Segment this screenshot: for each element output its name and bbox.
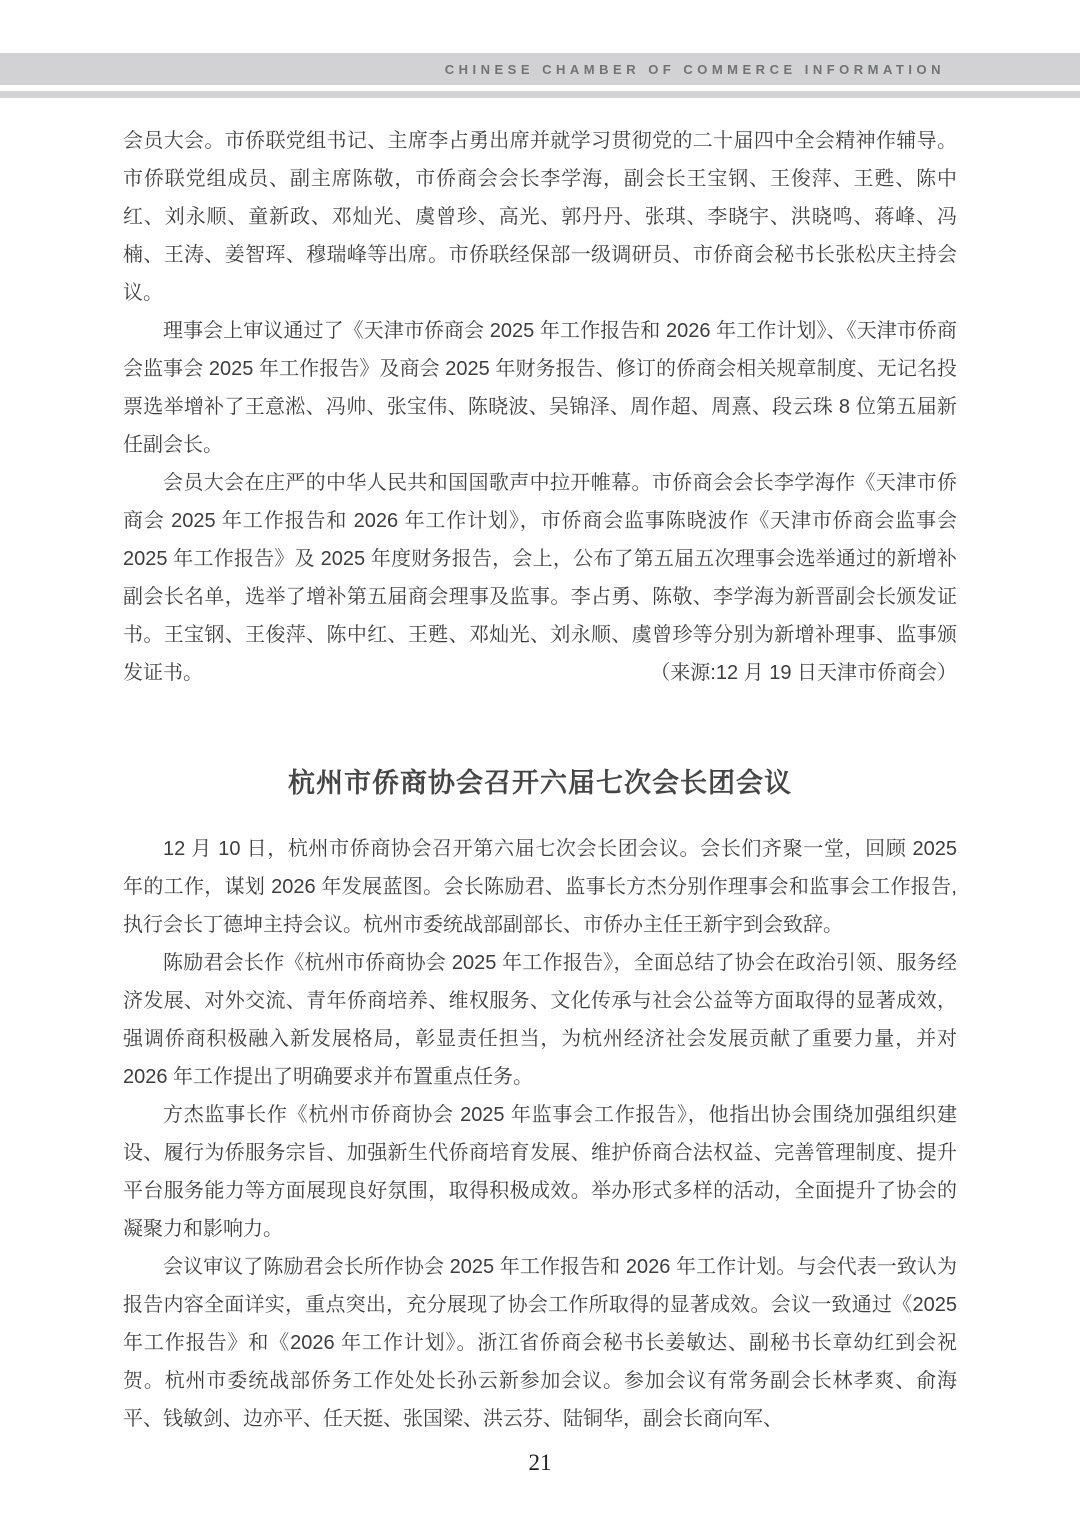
source-citation: （来源:12 月 19 日天津市侨商会） (650, 662, 957, 684)
header-banner-bar (0, 53, 1080, 85)
page-body (123, 122, 957, 1438)
paragraph-prev-article-2: 理事会上审议通过了《天津市侨商会 2025 年工作报告和 2026 年工作计划》、《天津市侨商会监事会 2025 年工作报告》及商会 2025 年财务报告、修订的侨商会相关规章制度、无记名投票选举增补了王意淞、冯帅、张宝伟、陈晓波、吴锦泽、周作超、周熹、段云珠 8 位第五届新任副会长。 (123, 320, 957, 456)
paragraph-prev-article-1: 会员大会。市侨联党组书记、主席李占勇出席并就学习贯彻党的二十届四中全会精神作辅导。市侨联党组成员、副主席陈敬，市侨商会会长李学海，副会长王宝钢、王俊萍、王甦、陈中红、刘永顺、童新政、邓灿光、虞曾珍、高光、郭丹丹、张琪、李晓宇、洪晓鸣、蒋峰、冯楠、王涛、姜智珲、穆瑞峰等出席。市侨联经保部一级调研员、市侨商会秘书长张松庆主持会议。 (123, 130, 957, 304)
paragraph-prev-article-3-text: 会员大会在庄严的中华人民共和国国歌声中拉开帷幕。市侨商会会长李学海作《天津市侨商会 2025 年工作报告和 2026 年工作计划》，市侨商会监事陈晓波作《天津市侨商会监事会 2025 年工作报告》及 2025 年度财务报告，会上，公布了第五届五次理事会选举通过的新增补副会长名单，选举了增补第五届商会理事及监事。李占勇、陈敬、李学海为新晋副会长颁发证书。王宝钢、王俊萍、陈中红、王甦、邓灿光、刘永顺、虞曾珍等分别为新增补理事、监事颁发证书。 (123, 472, 957, 684)
paragraph-new-article-3: 方杰监事长作《杭州市侨商协会 2025 年监事会工作报告》，他指出协会围绕加强组织建设、履行为侨服务宗旨、加强新生代侨商培育发展、维护侨商合法权益、完善管理制度、提升平台服务能力等方面展现良好氛围，取得积极成效。举办形式多样的活动，全面提升了协会的凝聚力和影响力。 (123, 1104, 957, 1240)
paragraph-new-article-2: 陈励君会长作《杭州市侨商协会 2025 年工作报告》，全面总结了协会在政治引领、服务经济发展、对外交流、青年侨商培养、维权服务、文化传承与社会公益等方面取得的显著成效，强调侨商积极融入新发展格局，彰显责任担当，为杭州经济社会发展贡献了重要力量，并对 2026 年工作提出了明确要求并布置重点任务。 (123, 952, 957, 1088)
paragraph-new-article-1: 12 月 10 日，杭州市侨商协会召开第六届七次会长团会议。会长们齐聚一堂，回顾 2025 年的工作，谋划 2026 年发展蓝图。会长陈励君、监事长方杰分别作理事会和监事会工作报告,执行会长丁德坤主持会议。杭州市委统战部副部长、市侨办主任王新宇到会致辞。 (123, 838, 957, 936)
paragraph-new-article-4: 会议审议了陈励君会长所作协会 2025 年工作报告和 2026 年工作计划。与会代表一致认为报告内容全面详实，重点突出，充分展现了协会工作所取得的显著成效。会议一致通过《2025 年工作报告》和《2026 年工作计划》。浙江省侨商会秘书长姜敏达、副秘书长章幼红到会祝贺。杭州市委统战部侨务工作处处长孙云新参加会议。参加会议有常务副会长林孝爽、俞海平、钱敏剑、边亦平、任天挺、张国梁、洪云芬、陆铜华，副会长商向军、 (123, 1256, 957, 1430)
header-banner-title: CHINESE CHAMBER OF COMMERCE INFORMATION (444, 62, 945, 77)
page-number: 21 (528, 1450, 552, 1475)
paragraph-prev-article-3 (123, 464, 957, 692)
article-title: 杭州市侨商协会召开六届七次会长团会议 (288, 768, 792, 798)
header-banner-underline (0, 91, 1080, 98)
